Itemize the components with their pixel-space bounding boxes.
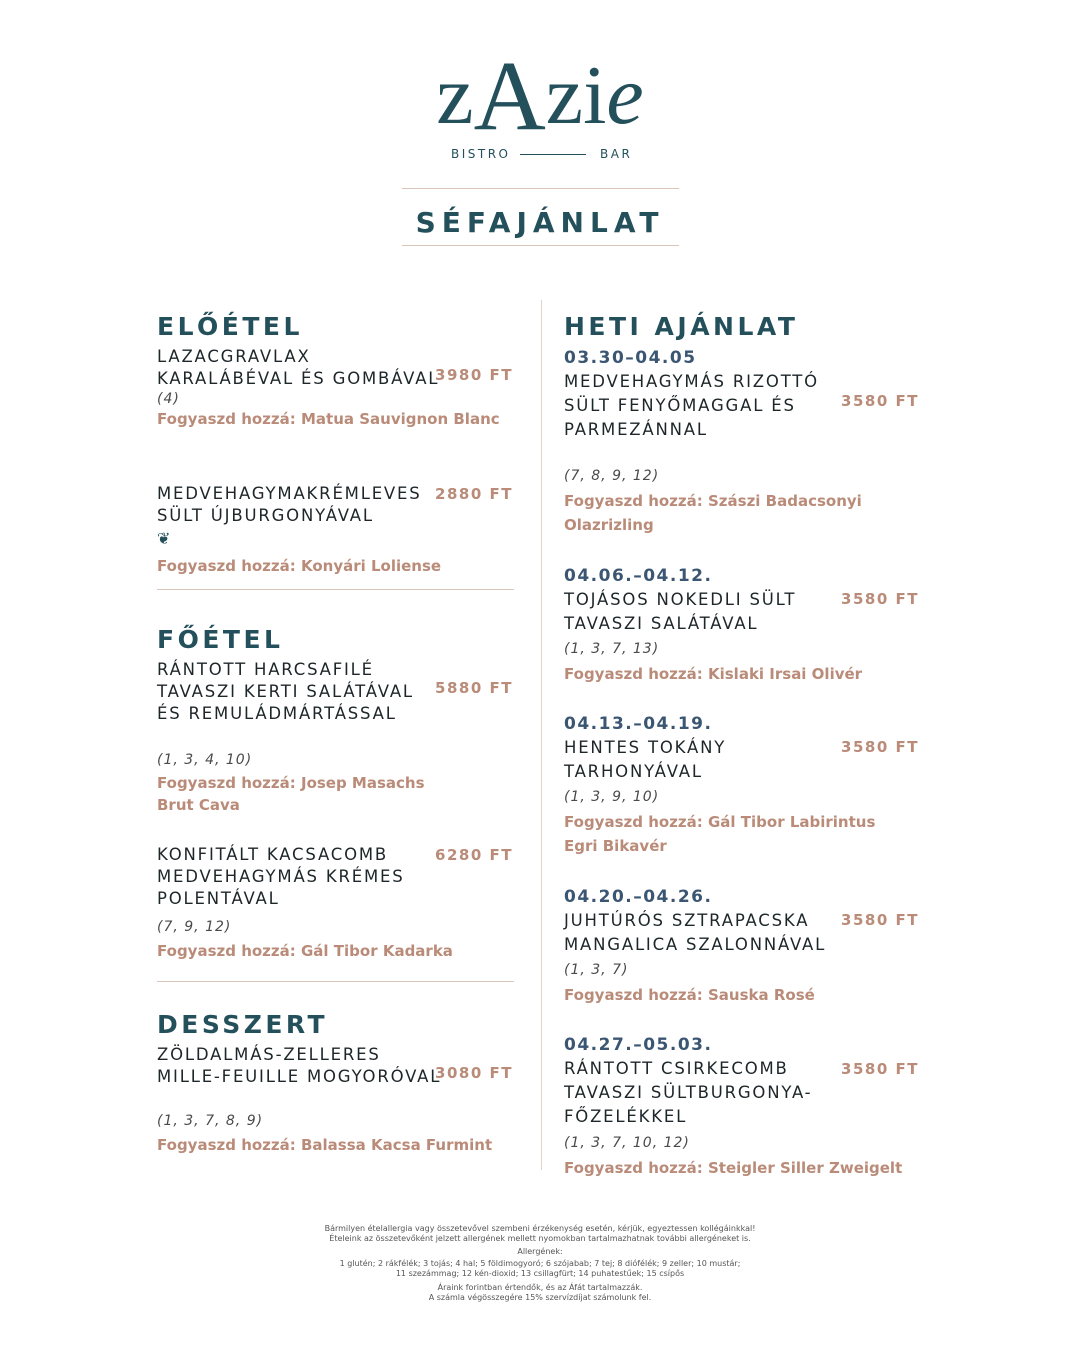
wine-pairing: Fogyaszd hozzá: Balassa Kacsa Furmint	[157, 1136, 493, 1154]
dish-price: 3980 FT	[435, 366, 513, 384]
week-date: 03.30–04.05	[564, 348, 697, 368]
logo-bistro: BISTRO	[451, 147, 511, 161]
dish-name-line: SÜLT ÚJBURGONYÁVAL	[157, 506, 374, 525]
dish-price: 3080 FT	[435, 1064, 513, 1082]
logo-letter: e	[606, 49, 644, 142]
wine-pairing: Fogyaszd hozzá: Sauska Rosé	[564, 986, 815, 1004]
leaf-icon: ❦	[157, 529, 171, 548]
wine-pairing: Fogyaszd hozzá: Szászi Badacsonyi	[564, 492, 862, 510]
column-divider	[541, 300, 542, 1170]
dish-name-line: TARHONYÁVAL	[564, 762, 703, 781]
week-date: 04.20.–04.26.	[564, 887, 713, 907]
section-title: ELŐÉTEL	[157, 312, 303, 341]
week-date: 04.13.–04.19.	[564, 714, 713, 734]
wine-pairing: Fogyaszd hozzá: Gál Tibor Labirintus	[564, 813, 876, 831]
zazie-logo	[0, 40, 1080, 151]
allergens: (1, 3, 7)	[564, 962, 629, 978]
dish-name-line: TAVASZI SALÁTÁVAL	[564, 614, 759, 633]
logo-letter: i	[583, 49, 607, 142]
footer-note: 1 glutén; 2 rákfélék; 3 tojás; 4 hal; 5 földimogyoró; 6 szójabab; 7 tej; 8 diófélék; 9 zeller; 10 mustár;	[339, 1259, 741, 1268]
logo-bar: BAR	[600, 147, 633, 161]
dish-name-line: TAVASZI KERTI SALÁTÁVAL	[157, 682, 414, 701]
section-title: FŐÉTEL	[157, 625, 284, 654]
dish-name-line: MEDVEHAGYMAKRÉMLEVES	[157, 484, 422, 503]
wine-pairing: Fogyaszd hozzá: Gál Tibor Kadarka	[157, 942, 453, 960]
footer-note: Áraink forintban értendők, és az Áfát tartalmazzák.	[437, 1283, 643, 1292]
section-title: DESSZERT	[157, 1010, 329, 1039]
section-title: HETI AJÁNLAT	[564, 312, 799, 341]
footer-note: Bármilyen ételallergia vagy összetevővel szembeni érzékenység esetén, kérjük, egyeztessen kollégáinkkal!	[324, 1224, 756, 1233]
footer-note: 11 szezámmag; 12 kén-dioxid; 13 csillagfürt; 14 puhatestűek; 15 csípős	[395, 1269, 685, 1278]
allergens: (7, 9, 12)	[157, 919, 232, 935]
dish-name-line: ÉS REMULÁDMÁRTÁSSAL	[157, 704, 397, 723]
dish-name-line: MILLE-FEUILLE MOGYORÓVAL	[157, 1067, 442, 1086]
dish-name-line: KARALÁBÉVAL ÉS GOMBÁVAL	[157, 369, 440, 388]
dish-name-line: SÜLT FENYŐMAGGAL ÉS	[564, 396, 796, 415]
dish-name-line: TAVASZI SÜLTBURGONYA-	[564, 1083, 813, 1102]
logo-divider	[520, 154, 586, 155]
dish-name-line: MANGALICA SZALONNÁVAL	[564, 935, 827, 954]
wine-pairing: Olazrizling	[564, 516, 654, 534]
allergens: (4)	[157, 391, 180, 407]
dish-name-line: MEDVEHAGYMÁS KRÉMES	[157, 867, 405, 886]
section-divider	[157, 981, 514, 982]
dish-price: 3580 FT	[841, 392, 919, 410]
logo-letter: z	[545, 49, 584, 142]
dish-name-line: ZÖLDALMÁS-ZELLERES	[157, 1045, 381, 1064]
wine-pairing: Fogyaszd hozzá: Josep Masachs	[157, 774, 425, 792]
logo-letter: A	[473, 40, 546, 151]
footer-note: Allergének:	[517, 1247, 563, 1256]
dish-name-line: LAZACGRAVLAX	[157, 347, 311, 366]
title-rule-top	[402, 188, 679, 189]
dish-name-line: RÁNTOTT CSIRKECOMB	[564, 1059, 789, 1078]
dish-price: 3580 FT	[841, 911, 919, 929]
wine-pairing: Egri Bikavér	[564, 837, 667, 855]
week-date: 04.06.–04.12.	[564, 566, 713, 586]
dish-name-line: KONFITÁLT KACSACOMB	[157, 845, 389, 864]
wine-pairing: Fogyaszd hozzá: Matua Sauvignon Blanc	[157, 410, 500, 428]
dish-price: 6280 FT	[435, 846, 513, 864]
wine-pairing: Fogyaszd hozzá: Konyári Loliense	[157, 557, 442, 575]
dish-name-line: PARMEZÁNNAL	[564, 420, 708, 439]
dish-price: 3580 FT	[841, 1060, 919, 1078]
allergens: (1, 3, 7, 10, 12)	[564, 1135, 690, 1151]
wine-pairing: Brut Cava	[157, 796, 240, 814]
page-title: SÉFAJÁNLAT	[415, 206, 665, 239]
dish-price: 3580 FT	[841, 738, 919, 756]
allergens: (1, 3, 7, 8, 9)	[157, 1113, 264, 1129]
allergens: (1, 3, 4, 10)	[157, 752, 253, 768]
dish-name-line: TOJÁSOS NOKEDLI SÜLT	[564, 590, 797, 609]
dish-name-line: HENTES TOKÁNY	[564, 738, 727, 757]
wine-pairing: Fogyaszd hozzá: Steigler Siller Zweigelt	[564, 1159, 903, 1177]
footer-note: A számla végösszegére 15% szervízdíjat számolunk fel.	[428, 1293, 652, 1302]
dish-name-line: JUHTÚRÓS SZTRAPACSKA	[564, 911, 810, 930]
logo-letter: z	[436, 49, 474, 142]
dish-price: 5880 FT	[435, 679, 513, 697]
allergens: (7, 8, 9, 12)	[564, 468, 660, 484]
dish-name-line: RÁNTOTT HARCSAFILÉ	[157, 660, 374, 679]
footer-note: Ételeink az összetevőként jelzett allergének mellett nyomokban tartalmazhatnak további allergéneket is.	[329, 1234, 751, 1243]
dish-price: 2880 FT	[435, 485, 513, 503]
section-divider	[157, 589, 514, 590]
dish-name-line: POLENTÁVAL	[157, 889, 280, 908]
allergens: (1, 3, 7, 13)	[564, 641, 660, 657]
dish-price: 3580 FT	[841, 590, 919, 608]
allergens: (1, 3, 9, 10)	[564, 789, 660, 805]
title-rule-bottom	[402, 245, 679, 246]
week-date: 04.27.–05.03.	[564, 1035, 713, 1055]
dish-name-line: FŐZELÉKKEL	[564, 1107, 688, 1126]
wine-pairing: Fogyaszd hozzá: Kislaki Irsai Olivér	[564, 665, 863, 683]
dish-name-line: MEDVEHAGYMÁS RIZOTTÓ	[564, 372, 819, 391]
